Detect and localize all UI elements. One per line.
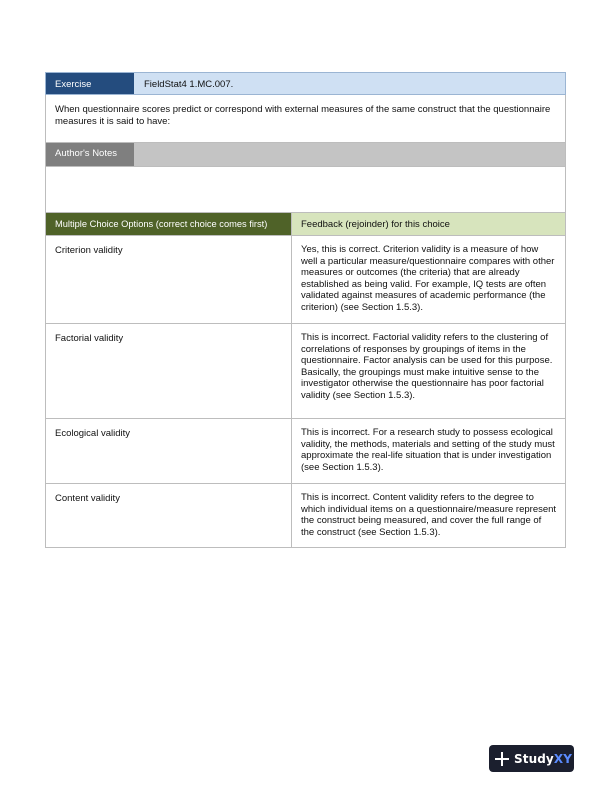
option-choice: Criterion validity [46, 236, 292, 323]
authors-notes-body [45, 167, 566, 213]
option-row [46, 418, 565, 483]
brand-main: Study [514, 751, 554, 766]
question-text: When questionnaire scores predict or correspond with external measures of the same construct that the questionnaire measures it is said to have: [45, 95, 566, 143]
options-table [45, 213, 566, 548]
studyxy-badge[interactable] [489, 745, 574, 772]
option-row [46, 323, 565, 418]
option-row [46, 483, 565, 547]
option-feedback: Yes, this is correct. Criterion validity is a measure of how well a particular measure/questionnaire compares with other measures or outcomes (the criteria) that are already established as being valid. For example, IQ tests are often validated against measures of academic performance (the criterion) (see Section 1.5.3). [301, 244, 555, 313]
authors-notes-header [45, 143, 566, 167]
exercise-label: Exercise [46, 73, 134, 94]
authors-notes-header-fill [134, 143, 565, 166]
brand-accent: XY [553, 751, 572, 766]
choice-column-header: Multiple Choice Options (correct choice comes first) [46, 213, 292, 235]
options-table-header [46, 213, 565, 235]
plus-icon [495, 752, 509, 766]
exercise-header [45, 72, 566, 95]
option-choice: Content validity [46, 484, 292, 547]
exercise-id: FieldStat4 1.MC.007. [134, 73, 565, 94]
option-feedback: This is incorrect. Content validity refers to the degree to which individual items on a questionnaire/measure represent the construct being measured, and cover the full range of the construct (see Section 1.5.3). [301, 492, 557, 538]
option-choice: Ecological validity [46, 419, 292, 483]
option-choice: Factorial validity [46, 324, 292, 418]
authors-notes-label: Author's Notes [46, 143, 134, 166]
brand-logo-text [514, 752, 572, 766]
option-feedback: This is incorrect. Factorial validity refers to the clustering of correlations of responses by groupings of items in the questionnaire. Factor analysis can be used for this purpose. Basically, the groupings must make intuitive sense to the investigator otherwise the questionnaire has poor factorial validity (see Section 1.5.3). [301, 332, 553, 401]
option-feedback: This is incorrect. For a research study to possess ecological validity, the methods, materials and setting of the study must approximate the real-life situation that is under investigation (see Section 1.5.3). [301, 427, 555, 473]
option-row [46, 235, 565, 323]
feedback-column-header: Feedback (rejoinder) for this choice [292, 213, 565, 235]
